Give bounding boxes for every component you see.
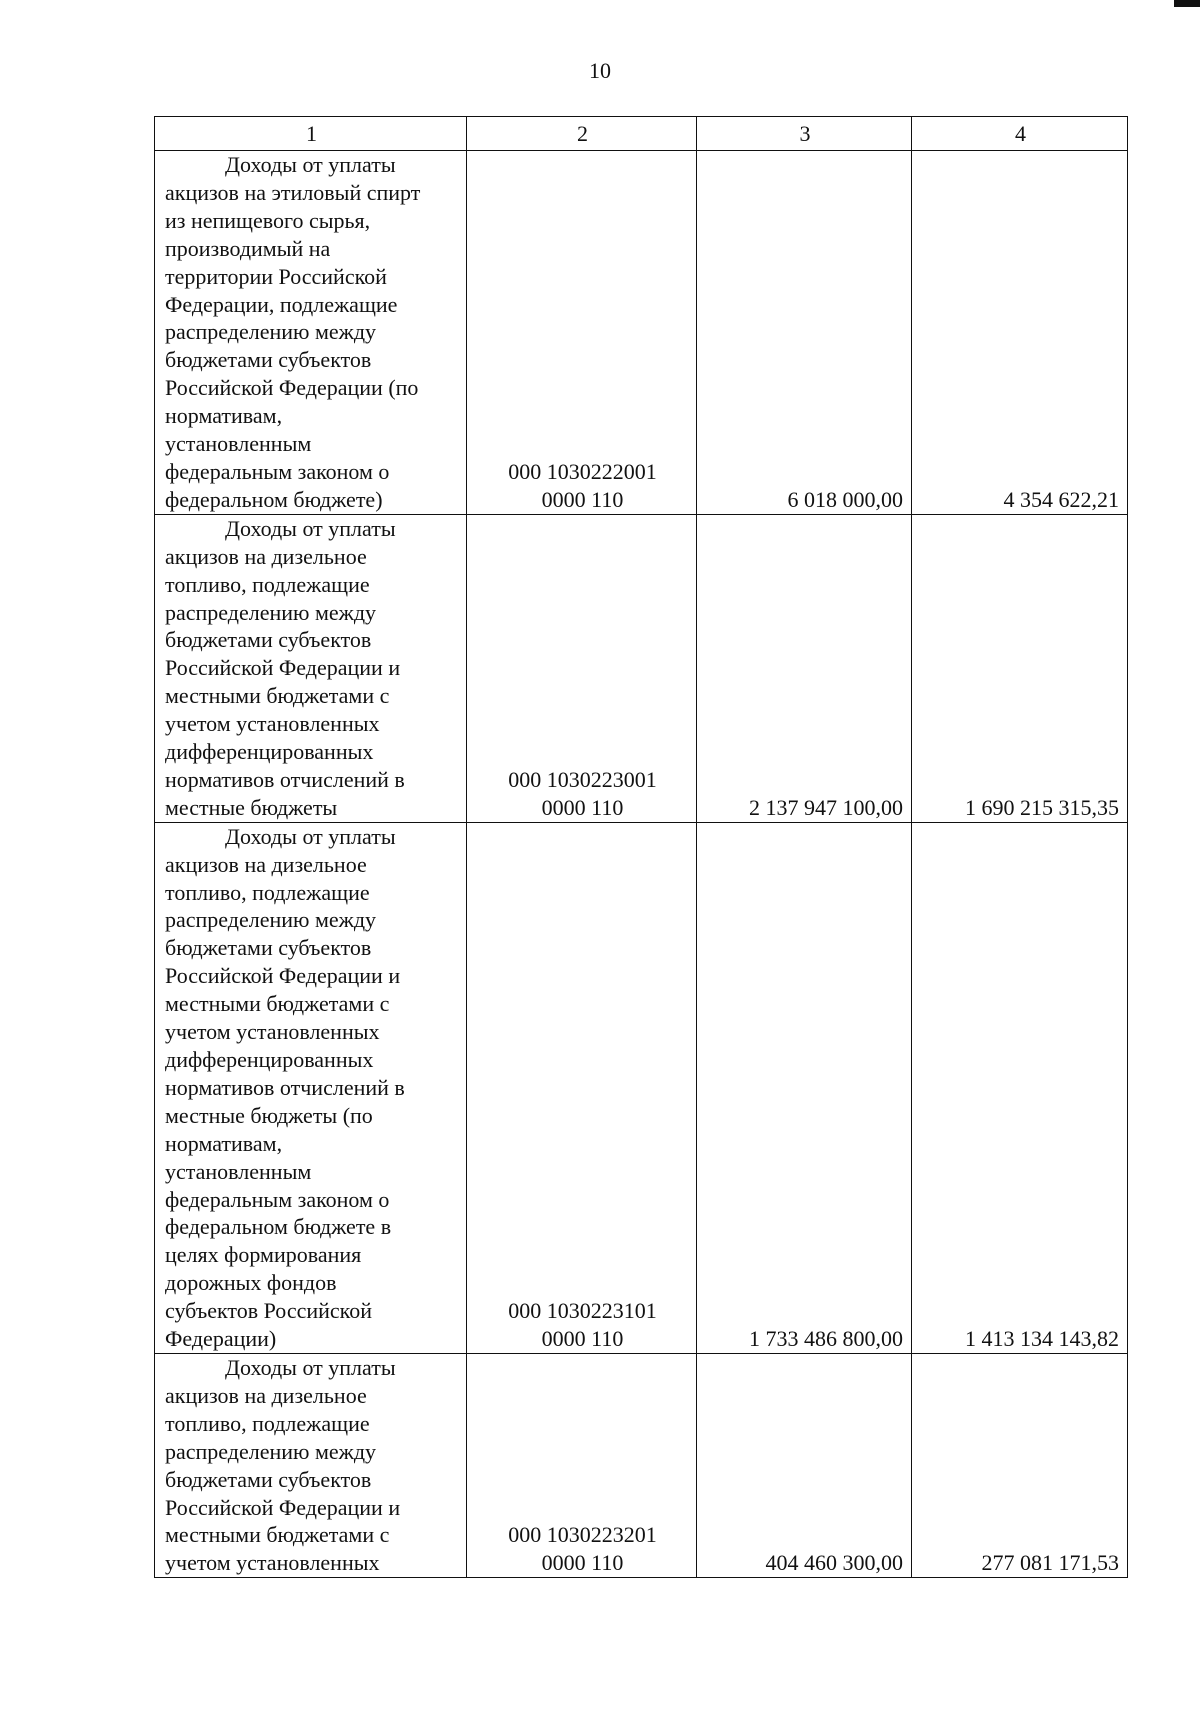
revenue-name-line: субъектов Российской (165, 1298, 373, 1324)
revenue-name-line: целях формирования (165, 1242, 362, 1268)
revenue-name-cell (155, 151, 467, 515)
revenue-name-line: учетом установленных (165, 1019, 380, 1045)
revenue-name-line: местными бюджетами с (165, 683, 390, 709)
budget-code-line: 000 1030223101 (508, 1298, 657, 1324)
planned-amount-cell: 1 733 486 800,00 (697, 822, 912, 1353)
revenue-name-cell (155, 514, 467, 822)
column-header-1: 1 (155, 117, 467, 151)
revenue-name-line: производимый на (165, 235, 331, 261)
table-header-row (155, 117, 1128, 151)
revenue-name-line: федеральном бюджете в (165, 1214, 392, 1240)
revenue-name-line: Российской Федерации (по (165, 375, 419, 401)
revenue-name-line: топливо, подлежащие (165, 879, 370, 905)
planned-amount-cell: 404 460 300,00 (697, 1353, 912, 1577)
revenue-name-line: распределению между (165, 1438, 377, 1464)
budget-code-line: 000 1030223201 (508, 1522, 657, 1548)
revenue-name-line: федеральном бюджете) (165, 486, 383, 512)
revenue-name-line: местными бюджетами с (165, 1522, 390, 1548)
revenue-name-line: нормативов отчислений в (165, 766, 405, 792)
revenue-name-line: бюджетами субъектов (165, 935, 372, 961)
revenue-name-line: федеральным законом о (165, 1186, 390, 1212)
actual-amount-cell: 277 081 171,53 (912, 1353, 1128, 1577)
revenue-name-line: бюджетами субъектов (165, 1466, 372, 1492)
actual-amount-cell: 1 413 134 143,82 (912, 822, 1128, 1353)
revenue-name-cell (155, 822, 467, 1353)
budget-code-cell (467, 514, 697, 822)
column-header-3: 3 (697, 117, 912, 151)
budget-code-line: 0000 110 (541, 794, 624, 820)
revenue-name-line: распределению между (165, 319, 377, 345)
revenue-name-line: Доходы от уплаты (225, 1354, 396, 1380)
budget-code-cell (467, 1353, 697, 1577)
revenue-name-line: Доходы от уплаты (225, 823, 396, 849)
table-row (155, 1353, 1128, 1577)
revenue-name-line: местные бюджеты (по (165, 1102, 373, 1128)
revenue-name-line: местными бюджетами с (165, 991, 390, 1017)
revenue-name-line: Российской Федерации и (165, 1494, 401, 1520)
scan-corner-mark (1174, 0, 1200, 7)
revenue-name-line: распределению между (165, 907, 377, 933)
budget-table (154, 116, 1128, 1578)
revenue-name-line: топливо, подлежащие (165, 1410, 370, 1436)
revenue-name-line: дифференцированных (165, 739, 374, 765)
table-row (155, 151, 1128, 515)
revenue-name-line: акцизов на дизельное (165, 1382, 367, 1408)
revenue-name-line: из непищевого сырья, (165, 207, 371, 233)
budget-code-line: 0000 110 (541, 486, 624, 512)
revenue-name-line: нормативов отчислений в (165, 1074, 405, 1100)
planned-amount-cell: 6 018 000,00 (697, 151, 912, 515)
revenue-name-line: дифференцированных (165, 1047, 374, 1072)
table-row (155, 822, 1128, 1353)
revenue-name-line: Федерации, подлежащие (165, 291, 398, 317)
revenue-name-line: федеральным законом о (165, 458, 390, 484)
column-header-2: 2 (467, 117, 697, 151)
revenue-name-line: акцизов на дизельное (165, 851, 367, 877)
revenue-name-line: бюджетами субъектов (165, 627, 372, 653)
page-number: 10 (589, 58, 611, 83)
revenue-name-line: акцизов на этиловый спирт (165, 179, 421, 205)
actual-amount-cell: 1 690 215 315,35 (912, 514, 1128, 822)
budget-code-cell (467, 822, 697, 1353)
revenue-name-line: Доходы от уплаты (225, 515, 396, 541)
actual-amount-cell: 4 354 622,21 (912, 151, 1128, 515)
revenue-name-line: нормативам, (165, 1130, 283, 1156)
revenue-name-line: Российской Федерации и (165, 963, 401, 989)
revenue-name-line: нормативам, (165, 403, 283, 429)
revenue-name-line: акцизов на дизельное (165, 543, 367, 569)
revenue-name-line: Российской Федерации и (165, 655, 401, 681)
revenue-name-line: территории Российской (165, 263, 387, 289)
budget-code-line: 000 1030223001 (508, 766, 657, 792)
table-body (155, 151, 1128, 1578)
revenue-name-line: учетом установленных (165, 711, 380, 737)
budget-code-line: 0000 110 (541, 1550, 624, 1576)
table-row (155, 514, 1128, 822)
revenue-name-line: топливо, подлежащие (165, 571, 370, 597)
planned-amount-cell: 2 137 947 100,00 (697, 514, 912, 822)
revenue-name-line: дорожных фондов (165, 1270, 337, 1296)
budget-code-cell (467, 151, 697, 515)
revenue-name-line: распределению между (165, 599, 377, 625)
budget-code-line: 0000 110 (541, 1326, 624, 1352)
revenue-name-line: установленным (165, 1158, 312, 1184)
budget-code-line: 000 1030222001 (508, 458, 657, 484)
revenue-name-line: Федерации) (165, 1326, 277, 1352)
column-header-4: 4 (912, 117, 1128, 151)
revenue-name-line: установленным (165, 431, 312, 457)
revenue-name-cell (155, 1353, 467, 1577)
revenue-name-line: местные бюджеты (165, 794, 338, 820)
revenue-name-line: учетом установленных (165, 1550, 380, 1576)
revenue-name-line: бюджетами субъектов (165, 347, 372, 373)
revenue-name-line: Доходы от уплаты (225, 152, 396, 177)
